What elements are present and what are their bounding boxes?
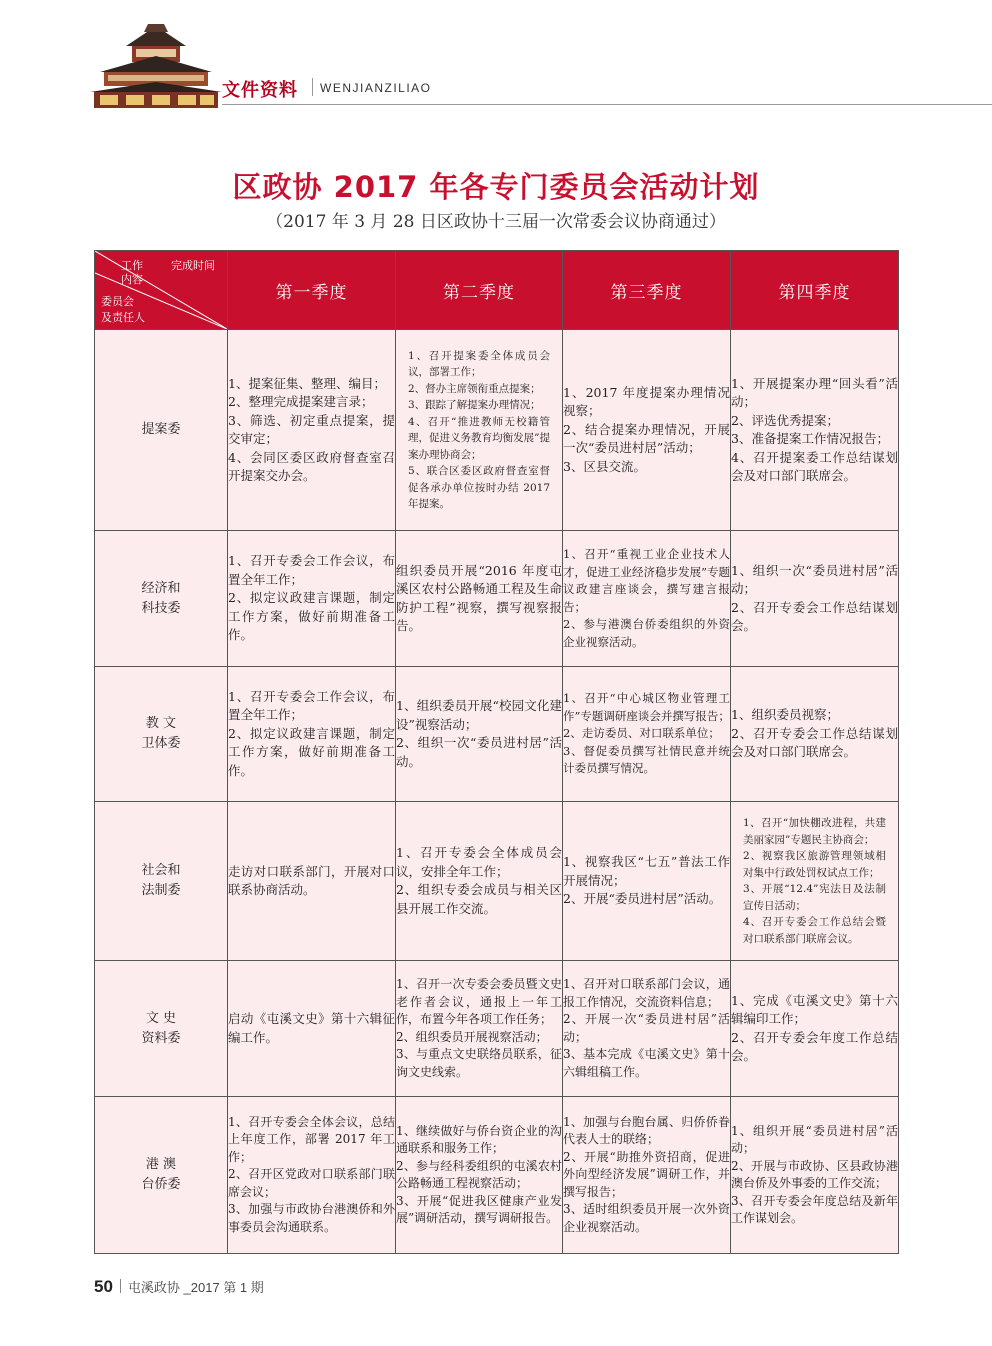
table-row	[95, 1097, 899, 1254]
committee-name: 教 文 卫体委	[95, 667, 228, 802]
page-number: 50	[94, 1277, 113, 1296]
page-header	[0, 0, 992, 112]
table-corner-cell	[95, 251, 228, 330]
plan-cell: 1、组织一次“委员进村居”活动； 2、召开专委会工作总结谋划会。	[731, 531, 899, 667]
document-title: 区政协 2017 年各专门委员会活动计划	[232, 170, 760, 204]
table-row	[95, 531, 899, 667]
page-footer	[94, 1277, 264, 1297]
header-divider	[312, 78, 313, 96]
plan-cell: 1、组织委员视察； 2、召开专委会工作总结谋划会及对口部门联席会。	[731, 667, 899, 802]
corner-work-label: 工作	[121, 259, 143, 272]
column-header-q3: 第三季度	[563, 251, 731, 330]
plan-cell: 1、提案征集、整理、编目； 2、整理完成提案建言录； 3、筛选、初定重点提案，提交审定； 4、会同区委区政府督查室召开提案交办会。	[228, 330, 396, 531]
plan-cell: 1、加强与台胞台属、归侨侨眷代表人士的联络； 2、开展“助推外资招商，促进外向型经济发展”调研工作，并撰写报告； 3、适时组织委员开展一次外资企业视察活动。	[563, 1097, 731, 1254]
corner-members-label: 委员会	[101, 295, 134, 308]
corner-content-label: 内容	[121, 273, 143, 286]
plan-cell: 1、召开“加快棚改进程，共建美丽家园”专题民主协商会； 2、视察我区旅游管理领域相对集中行政处罚权试点工作； 3、开展“12.4”宪法日及法制宣传日活动； 4、召开专委会工作总结会暨对口联系部门联席会议。	[731, 802, 899, 961]
plan-cell: 1、召开专委会工作会议，布置全年工作； 2、拟定议政建言课题，制定工作方案，做好前期准备工作。	[228, 531, 396, 667]
header-rule	[222, 104, 992, 105]
plan-cell: 1、视察我区“七五”普法工作开展情况； 2、开展“委员进村居”活动。	[563, 802, 731, 961]
plan-cell: 1、召开“重视工业企业技术人才，促进工业经济稳步发展”专题议政建言座谈会，撰写建言报告； 2、参与港澳台侨委组织的外资企业视察活动。	[563, 531, 731, 667]
plan-cell: 1、召开专委会全体会议，总结上年度工作，部署 2017 年工作； 2、召开区党政对口联系部门联席会议； 3、加强与市政协台港澳侨和外事委员会沟通联系。	[228, 1097, 396, 1254]
plan-cell: 走访对口联系部门，开展对口联系协商活动。	[228, 802, 396, 961]
pavilion-building-image	[86, 20, 226, 108]
magazine-issue: 屯溪政协 _2017 第 1 期	[127, 1280, 264, 1295]
footer-divider	[120, 1279, 121, 1293]
plan-cell: 1、组织开展“委员进村居”活动； 2、开展与市政协、区县政协港澳台侨及外事委的工作交流； 3、召开专委会年度总结及新年工作谋划会。	[731, 1097, 899, 1254]
table-row	[95, 802, 899, 961]
section-pinyin: WENJIANZILIAO	[320, 81, 432, 95]
corner-time-label: 完成时间	[171, 259, 215, 272]
table-row	[95, 330, 899, 531]
plan-cell: 1、组织委员开展“校园文化建设”视察活动； 2、组织一次“委员进村居”活动。	[396, 667, 563, 802]
section-title: 文件资料	[222, 80, 298, 101]
column-header-q2: 第二季度	[396, 251, 563, 330]
plan-cell: 1、继续做好与侨台资企业的沟通联系和服务工作； 2、参与经科委组织的屯溪农村公路畅通工程视察活动； 3、开展“促进我区健康产业发展”调研活动，撰写调研报告。	[396, 1097, 563, 1254]
column-header-q4: 第四季度	[731, 251, 899, 330]
table-row	[95, 667, 899, 802]
plan-cell: 1、召开专委会全体成员会议，安排全年工作； 2、组织专委会成员与相关区县开展工作交流。	[396, 802, 563, 961]
committee-name: 社会和 法制委	[95, 802, 228, 961]
document-subtitle: （2017 年 3 月 28 日区政协十三届一次常委会议协商通过）	[266, 212, 726, 232]
plan-cell: 1、召开专委会工作会议，布置全年工作； 2、拟定议政建言课题，制定工作方案，做好前期准备工作。	[228, 667, 396, 802]
plan-cell: 1、召开提案委全体成员会议，部署工作； 2、督办主席领衔重点提案； 3、跟踪了解提案办理情况； 4、召开“推进教师无校籍管理，促进义务教育均衡发展”提案办理协商会； 5、联合区委区政府督查室督促各承办单位按时办结 2017 年提案。	[396, 330, 563, 531]
plan-cell: 1、开展提案办理“回头看”活动； 2、评选优秀提案； 3、准备提案工作情况报告； 4、召开提案委工作总结谋划会及对口部门联席会。	[731, 330, 899, 531]
plan-cell: 1、完成《屯溪文史》第十六辑编印工作； 2、召开专委会年度工作总结会。	[731, 961, 899, 1097]
activity-plan-table	[94, 250, 899, 1254]
column-header-q1: 第一季度	[228, 251, 396, 330]
corner-responsible-label: 及责任人	[101, 311, 145, 324]
plan-cell: 1、2017 年度提案办理情况视察； 2、结合提案办理情况，开展一次“委员进村居”活动； 3、区县交流。	[563, 330, 731, 531]
committee-name: 提案委	[95, 330, 228, 531]
plan-cell: 组织委员开展“2016 年度屯溪区农村公路畅通工程及生命防护工程”视察，撰写视察报告。	[396, 531, 563, 667]
table-header-row	[95, 251, 899, 330]
plan-cell: 1、召开一次专委会委员暨文史老作者会议，通报上一年工作，布置今年各项工作任务； 2、组织委员开展视察活动； 3、与重点文史联络员联系，征询文史线索。	[396, 961, 563, 1097]
plan-cell: 1、召开“中心城区物业管理工作”专题调研座谈会并撰写报告； 2、走访委员、对口联系单位； 3、督促委员撰写社情民意并统计委员撰写情况。	[563, 667, 731, 802]
plan-cell: 1、召开对口联系部门会议，通报工作情况，交流资料信息； 2、开展一次“委员进村居”活动； 3、基本完成《屯溪文史》第十六辑组稿工作。	[563, 961, 731, 1097]
table-row	[95, 961, 899, 1097]
committee-name: 文 史 资料委	[95, 961, 228, 1097]
plan-cell: 启动《屯溪文史》第十六辑征编工作。	[228, 961, 396, 1097]
committee-name: 港 澳 台侨委	[95, 1097, 228, 1254]
committee-name: 经济和 科技委	[95, 531, 228, 667]
